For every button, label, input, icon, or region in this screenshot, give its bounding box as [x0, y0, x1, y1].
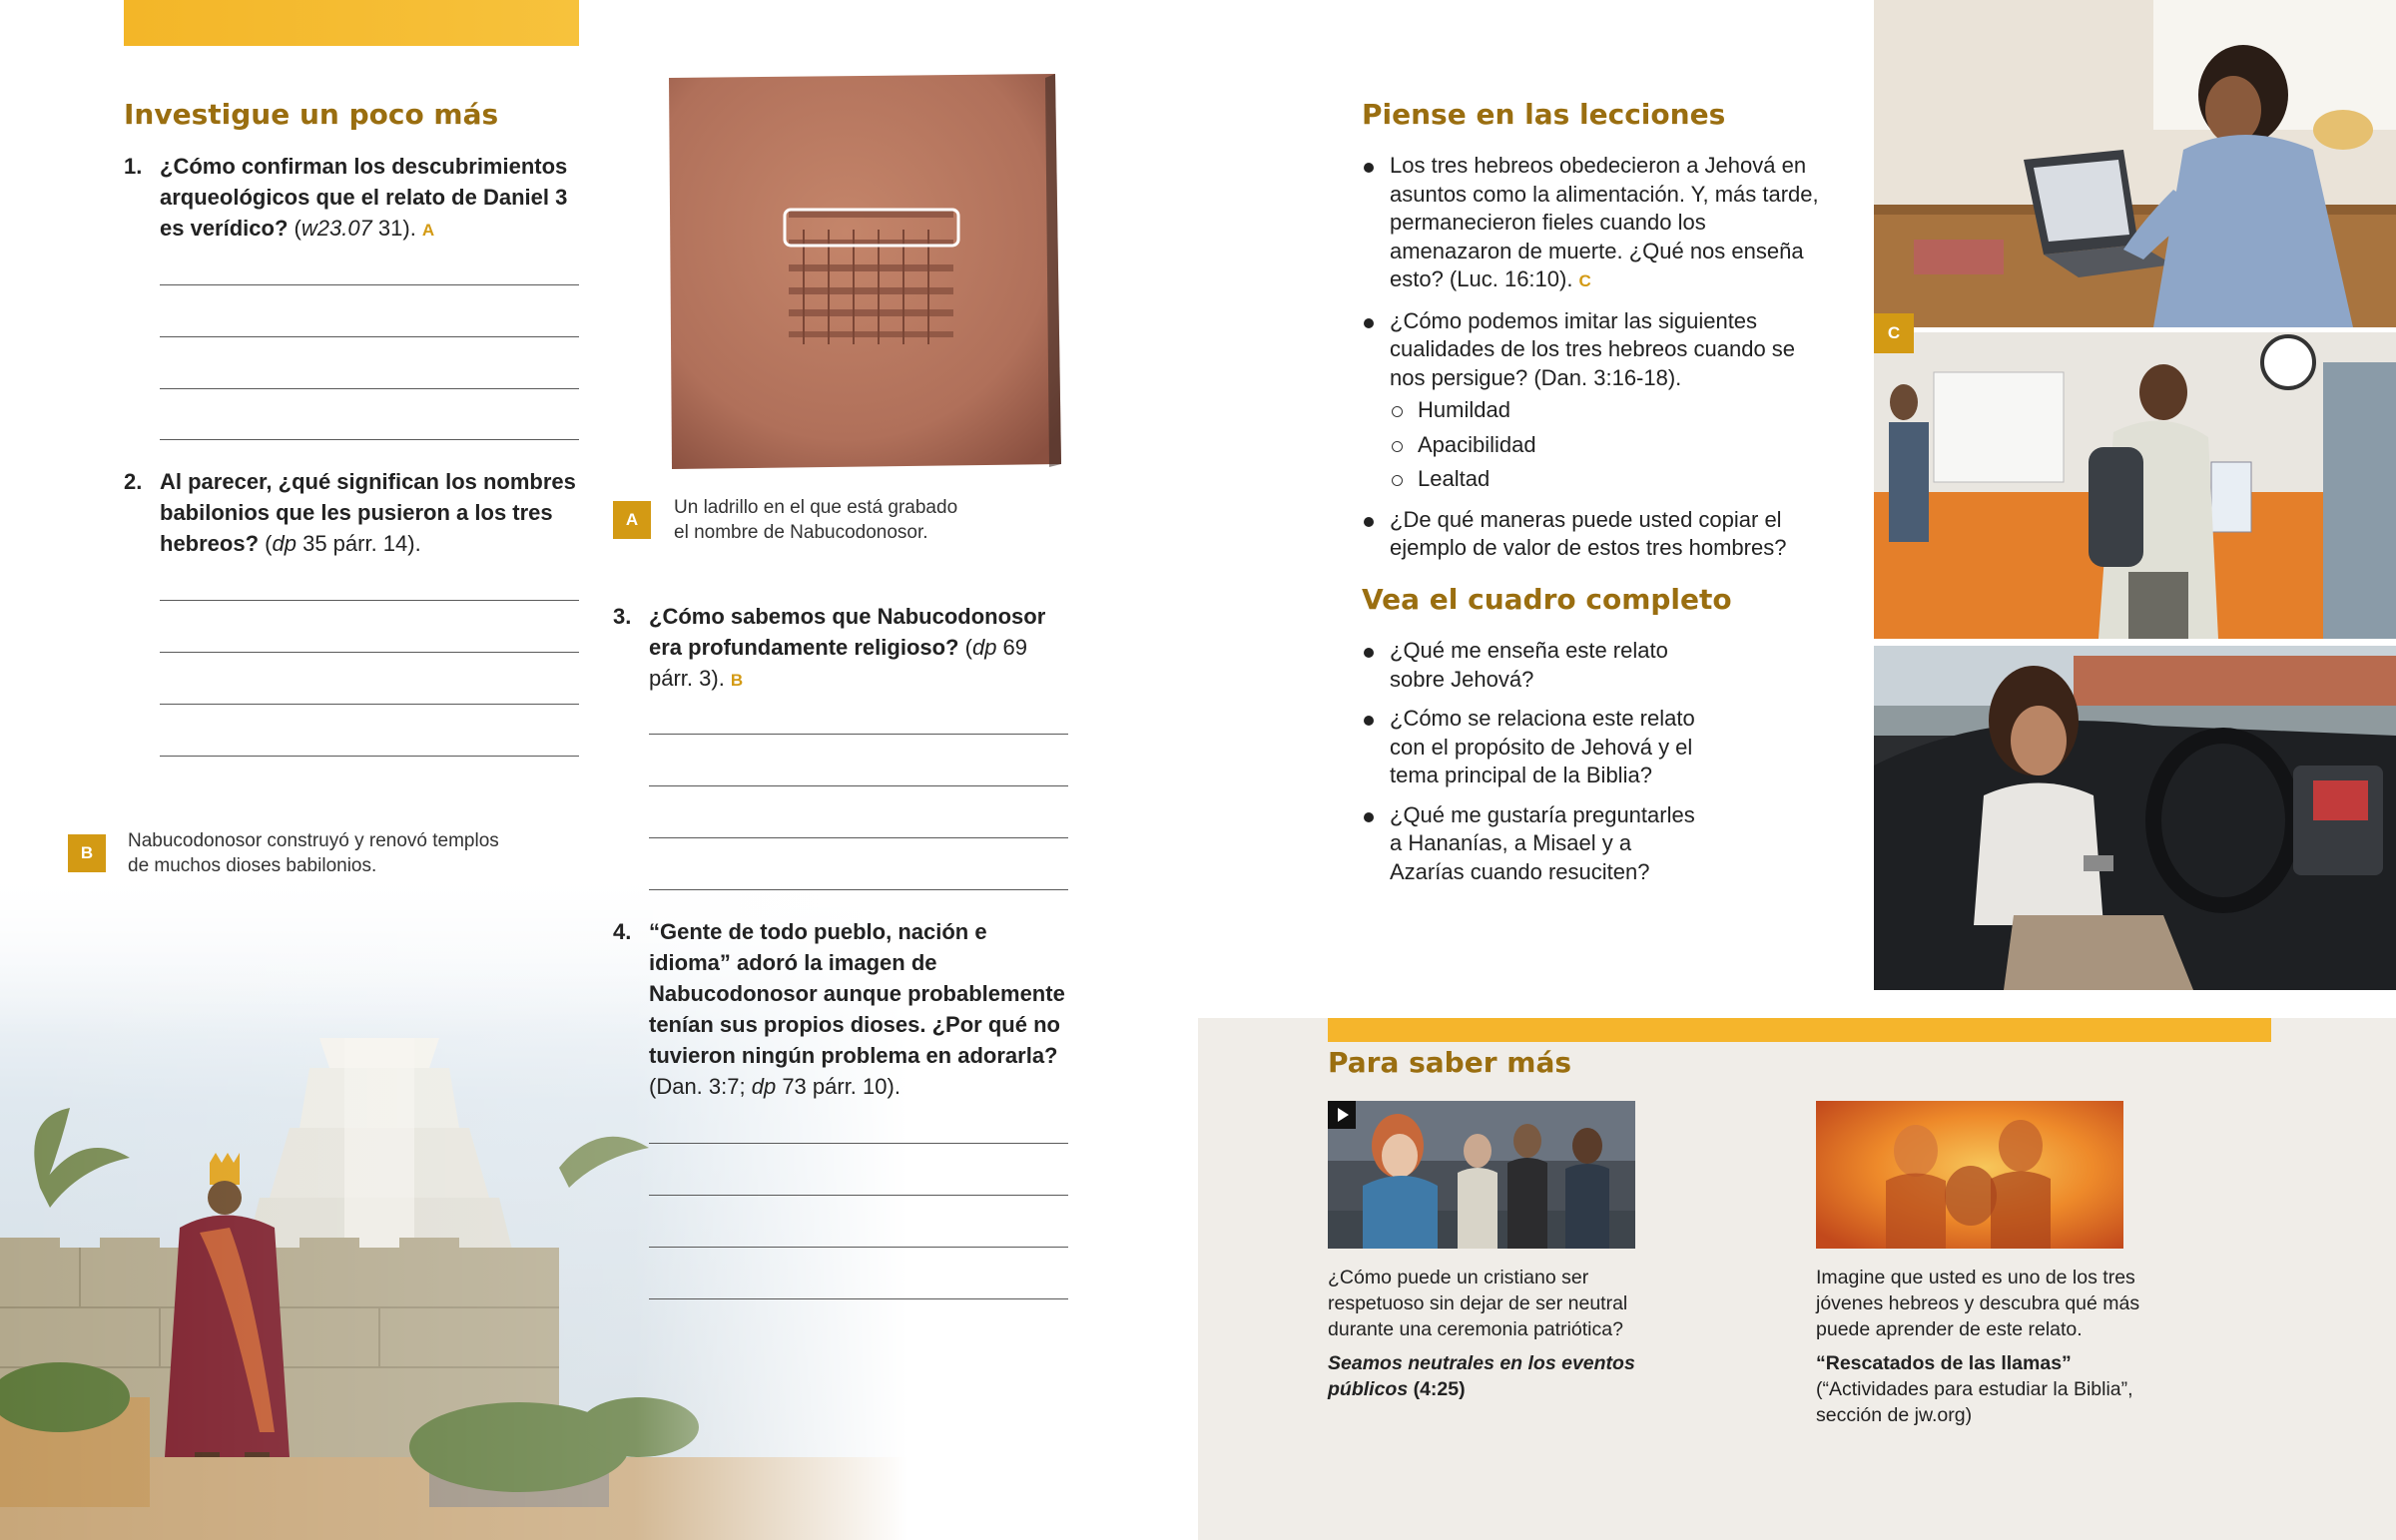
answer-line[interactable] — [649, 1195, 1068, 1196]
question-3: 3. ¿Cómo sabemos que Nabucodonosor era profundamente religioso? (dp 69 párr. 3). B — [649, 601, 1068, 696]
badge-b: B — [68, 834, 106, 872]
play-icon[interactable] — [1338, 1108, 1349, 1122]
list-item: ¿Qué me enseña este relato sobre Jehová? — [1362, 637, 1701, 694]
image-ref-tag: A — [421, 221, 435, 240]
question-number: 1. — [124, 154, 143, 179]
question-number: 2. — [124, 469, 143, 494]
picture-list — [1362, 637, 1701, 897]
answer-line[interactable] — [160, 439, 579, 440]
answer-line[interactable] — [160, 388, 579, 389]
answer-line[interactable] — [160, 704, 579, 705]
question-number: 3. — [613, 604, 632, 629]
photo-woman-laptop — [1874, 0, 2396, 327]
answer-line[interactable] — [160, 756, 579, 757]
question-text: ¿Cómo sabemos que Nabucodonosor era profundamente religioso? — [649, 604, 1046, 660]
video-title[interactable]: Seamos neutrales en los eventos públicos — [1328, 1352, 1635, 1400]
image-ref-tag: C — [1578, 271, 1591, 290]
caption-a: Un ladrillo en el que está grabado el nombre de Nabucodonosor. — [674, 497, 958, 543]
question-number: 4. — [613, 919, 632, 944]
answer-line[interactable] — [160, 336, 579, 337]
answer-line[interactable] — [649, 1143, 1068, 1144]
image-ref-tag: B — [730, 671, 744, 690]
photo-woman-car — [1874, 646, 2396, 990]
answer-line[interactable] — [160, 600, 579, 601]
section-heading-picture: Vea el cuadro completo — [1362, 583, 1732, 616]
question-2: 2. Al parecer, ¿qué significan los nombres babilonios que les pusieron a los tres hebreos? (dp 35 párr. 14). — [160, 466, 579, 559]
list-item: ¿Qué me gustaría preguntarles a Hananías, a Misael y a Azarías cuando resuciten? — [1362, 801, 1701, 887]
question-text: Al parecer, ¿qué significan los nombres babilonios que les pusieron a los tres hebreos? — [160, 469, 576, 556]
quality-item: Humildad — [1362, 396, 1821, 425]
list-item: ¿De qué maneras puede usted copiar el ejemplo de valor de estos tres hombres? — [1362, 506, 1821, 563]
question-text: ¿Cómo confirman los descubrimientos arqueológicos que el relato de Daniel 3 es verídico? — [160, 154, 568, 241]
activity-description: Imagine que usted es uno de los tres jóvenes hebreos y descubra qué más puede aprender de este relato. — [1816, 1267, 2140, 1340]
caption-b: Nabucodonosor construyó y renovó templos de muchos dioses babilonios. — [128, 830, 499, 876]
more-info-bar — [1328, 1018, 2271, 1042]
video-title-block[interactable] — [1328, 1350, 1657, 1402]
badge-a: A — [613, 501, 651, 539]
answer-line[interactable] — [160, 652, 579, 653]
answer-line[interactable] — [649, 889, 1068, 890]
activity-thumbnail[interactable] — [1816, 1101, 2123, 1249]
answer-line[interactable] — [160, 284, 579, 285]
question-text: “Gente de todo pueblo, nación e idioma” adoró la imagen de Nabucodonosor aunque probablemente tenían sus propios dioses. ¿Por qué no tuvieron ningún problema en adorarla? — [649, 919, 1065, 1068]
photo-man-clock — [1874, 332, 2396, 639]
quality-item: Lealtad — [1362, 465, 1821, 494]
answer-line[interactable] — [649, 785, 1068, 786]
badge-c: C — [1874, 313, 1914, 353]
question-1: 1. ¿Cómo confirman los descubrimientos arqueológicos que el relato de Daniel 3 es verídico? (w23.07 31). A — [160, 151, 579, 246]
video-duration: (4:25) — [1413, 1378, 1466, 1400]
answer-line[interactable] — [649, 734, 1068, 735]
section-heading-more: Para saber más — [1328, 1046, 1572, 1079]
question-4: 4. “Gente de todo pueblo, nación e idioma” adoró la imagen de Nabucodonosor aunque probablemente tenían sus propios dioses. ¿Por qué no tuvieron ningún problema en adorarla? (Dan. 3:7; dp 73 párr. 10). — [649, 916, 1073, 1102]
section-heading-lessons: Piense en las lecciones — [1362, 98, 1726, 131]
list-item: ¿Cómo se relaciona este relato con el propósito de Jehová y el tema principal de la Biblia? — [1362, 705, 1701, 790]
list-item: ¿Cómo podemos imitar las siguientes cualidades de los tres hebreos cuando se nos persigue? (Dan. 3:16-18). — [1362, 307, 1821, 393]
answer-line[interactable] — [649, 1247, 1068, 1248]
lessons-list — [1362, 152, 1821, 574]
brick-image — [664, 70, 1063, 474]
answer-line[interactable] — [649, 1298, 1068, 1299]
answer-line[interactable] — [649, 837, 1068, 838]
activity-title[interactable]: “Rescatados de las llamas” — [1816, 1352, 2072, 1374]
video-thumbnail[interactable] — [1328, 1101, 1635, 1249]
list-item: Los tres hebreos obedecieron a Jehová en asuntos como la alimentación. Y, más tarde, permanecieron fieles cuando los amenazaron de muerte. ¿Qué nos enseña esto? (Luc. 16:10). C — [1362, 152, 1821, 296]
activity-source: (“Actividades para estudiar la Biblia”, sección de jw.org) — [1816, 1378, 2133, 1426]
section-heading-investigate: Investigue un poco más — [124, 98, 499, 131]
video-description: ¿Cómo puede un cristiano ser respetuoso sin dejar de ser neutral durante una ceremonia patriótica? — [1328, 1267, 1628, 1340]
top-gold-band — [124, 0, 579, 46]
quality-item: Apacibilidad — [1362, 431, 1821, 460]
